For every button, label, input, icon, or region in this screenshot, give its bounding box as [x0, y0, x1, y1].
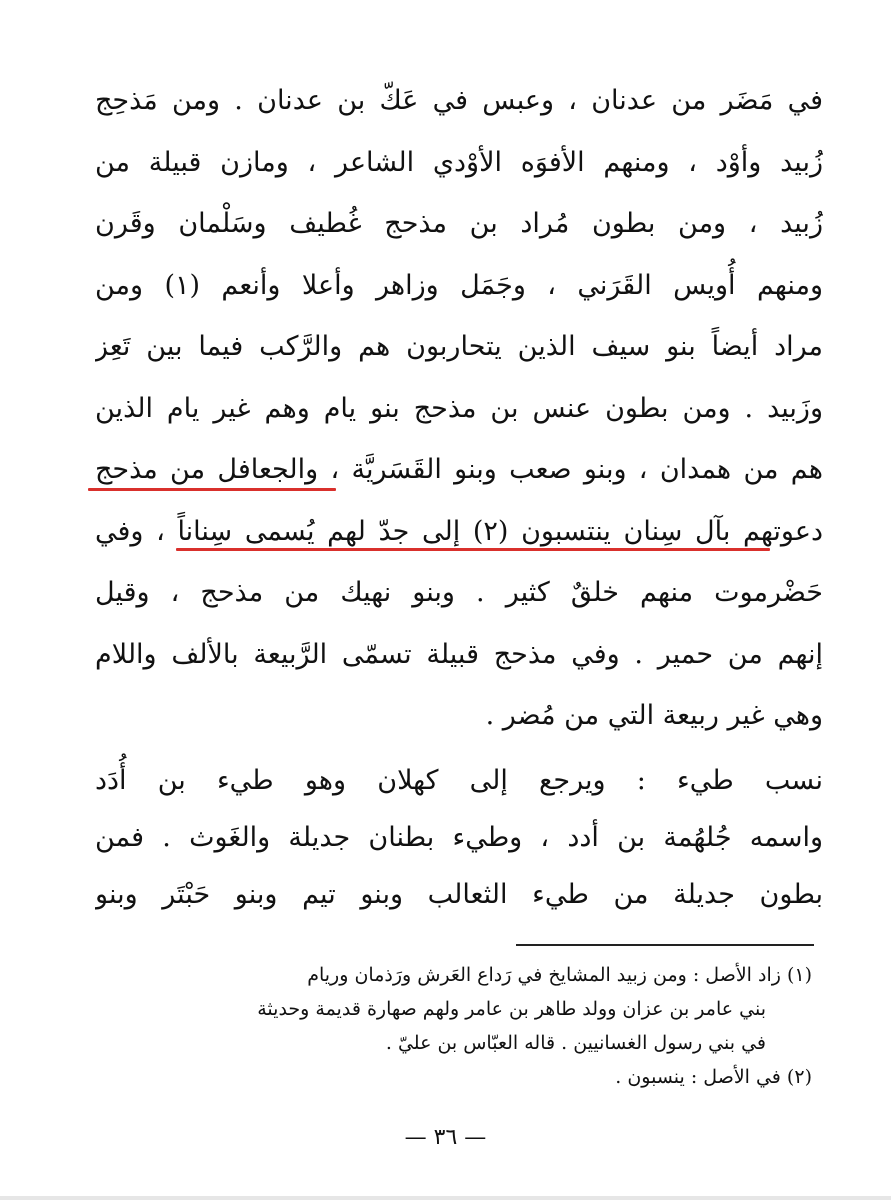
text-line: وزَبيد . ومن بطون عنس بن مذحج بنو يام وهم غير يام الذين — [95, 392, 823, 424]
footnote-1-line: بني عامر بن عزان وولد طاهر بن عامر ولهم صهارة قديمة وحديثة — [257, 998, 766, 1020]
footnote-1-line: (١) زاد الأصل : ومن زبيد المشايخ في رَداع العَرش ورَذمان وريام — [307, 964, 812, 986]
footnote-2-line: (٢) في الأصل : ينسبون . — [615, 1066, 812, 1088]
text-line: في مَضَر من عدنان ، وعبس في عَكّ بن عدنان . ومن مَذحِج — [95, 85, 823, 116]
footnote-separator — [516, 944, 814, 946]
section-heading-line: نسب طيء : ويرجع إلى كهلان وهو طيء بن أُدَد — [95, 765, 823, 796]
section-tayy — [95, 752, 823, 923]
text-line: مراد أيضاً بنو سيف الذين يتحاربون هم والرَّكب فيما بين تَعِز — [95, 331, 823, 362]
footnotes — [112, 958, 812, 1094]
text-line: زُبيد وأوْد ، ومنهم الأفوَه الأوْدي الشاعر ، ومازن قبيلة من — [95, 146, 823, 178]
main-text — [95, 70, 823, 747]
red-underline-1 — [88, 488, 336, 491]
text-line: ومنهم أُويس القَرَني ، وجَمَل وزاهر وأعلا وأنعم (١) ومن — [95, 269, 823, 301]
red-underline-2 — [176, 548, 770, 551]
footnote-1-line: في بني رسول الغسانيين . قاله العبّاس بن عليّ . — [385, 1032, 766, 1054]
text-line-last: وهي غير ربيعة التي من مُضر . — [485, 700, 823, 731]
page-number: — ٣٦ — — [404, 1125, 487, 1150]
text-line: هم من همدان ، وبنو صعب وبنو القَسَريَّة ، والجعافل من مذحج — [95, 454, 823, 485]
text-line: واسمه جُلهُمة بن أدد ، وطيء بطنان جديلة والغَوث . فمن — [95, 822, 823, 853]
text-line: زُبيد ، ومن بطون مُراد بن مذحج غُطيف وسَلْمان وقَرن — [95, 208, 823, 239]
text-line: دعوتهم بآل سِنان ينتسبون (٢) إلى جدّ لهم يُسمى سِناناً ، وفي — [95, 515, 823, 547]
page-bottom-edge — [0, 1196, 891, 1200]
text-line: حَضْرموت منهم خلقٌ كثير . وبنو نهيك من مذحج ، وقيل — [95, 577, 823, 608]
text-line: إنهم من حمير . وفي مذحج قبيلة تسمّى الرَّبيعة بالألف واللام — [95, 638, 823, 670]
text-line: بطون جديلة من طيء الثعالب وبنو تيم وبنو حَبْتَر وبنو — [95, 879, 823, 910]
